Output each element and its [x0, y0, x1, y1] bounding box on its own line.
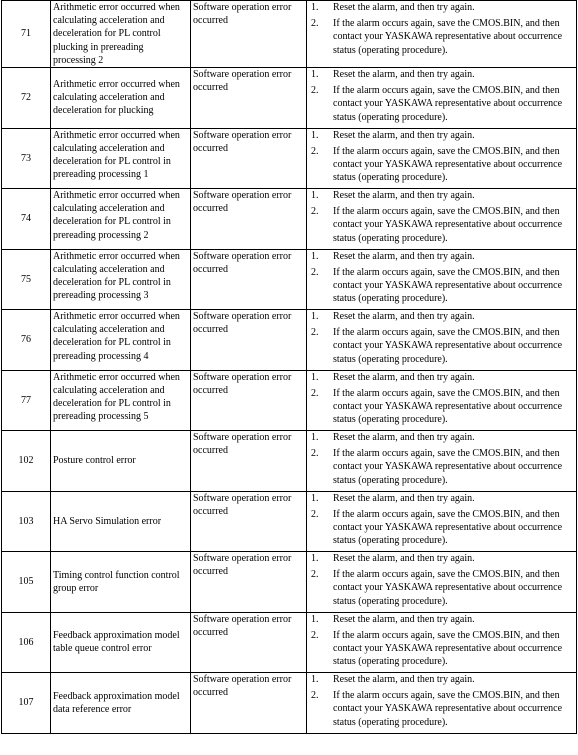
remedy-step-number: 2.: [311, 508, 319, 520]
remedy-step-number: 2.: [311, 569, 319, 581]
remedy-step-number: 1.: [311, 2, 319, 13]
alarm-detail: HA Servo Simulation error: [51, 491, 191, 552]
alarm-detail: Arithmetic error occurred when calculating acceleration and deceleration for PL control in prereading processing 1: [51, 128, 191, 189]
remedy-step-text: Reset the alarm, and then try again.: [333, 2, 475, 13]
alarm-remedy: [307, 552, 577, 613]
remedy-step: [311, 68, 574, 81]
remedy-step-number: 1.: [311, 371, 319, 383]
remedy-step-text: Reset the alarm, and then try again.: [333, 553, 475, 565]
remedy-step: [311, 673, 574, 686]
alarm-remedy: [307, 310, 577, 371]
remedy-step: [311, 17, 574, 57]
remedy-step: [311, 508, 574, 548]
alarm-cause: Software operation error occurred: [191, 68, 307, 129]
alarm-remedy: [307, 673, 577, 734]
remedy-step-text: If the alarm occurs again, save the CMOS.BIN, and then contact your YASKAWA representative about occurrence status (operating procedure).: [333, 18, 563, 56]
remedy-step-number: 2.: [311, 266, 319, 278]
remedy-step-number: 1.: [311, 674, 319, 686]
remedy-step: [311, 266, 574, 306]
alarm-table: [1, 0, 577, 734]
table-row: [2, 612, 577, 673]
alarm-number: 72: [2, 68, 51, 129]
remedy-step: [311, 310, 574, 323]
alarm-number: 73: [2, 128, 51, 189]
remedy-step-text: Reset the alarm, and then try again.: [333, 129, 475, 141]
alarm-number: 103: [2, 491, 51, 552]
alarm-remedy: [307, 249, 577, 310]
alarm-number: 106: [2, 612, 51, 673]
alarm-detail: Timing control function control group error: [51, 552, 191, 613]
remedy-step: [311, 189, 574, 202]
remedy-step-text: If the alarm occurs again, save the CMOS.BIN, and then contact your YASKAWA representative about occurrence status (operating procedure).: [333, 327, 563, 365]
alarm-cause: Software operation error occurred: [191, 612, 307, 673]
table-row: [2, 310, 577, 371]
remedy-step-number: 1.: [311, 250, 319, 262]
remedy-step: [311, 1, 574, 14]
remedy-step-number: 1.: [311, 311, 319, 323]
alarm-number: 71: [2, 1, 51, 68]
remedy-step-text: Reset the alarm, and then try again.: [333, 492, 475, 504]
alarm-cause: Software operation error occurred: [191, 552, 307, 613]
remedy-step-number: 2.: [311, 145, 319, 157]
remedy-step-number: 2.: [311, 387, 319, 399]
alarm-detail: Arithmetic error occurred when calculating acceleration and deceleration for PL control in prereading processing 4: [51, 310, 191, 371]
remedy-step: [311, 568, 574, 608]
remedy-step: [311, 145, 574, 185]
remedy-step-number: 2.: [311, 327, 319, 339]
remedy-step-text: Reset the alarm, and then try again.: [333, 613, 475, 625]
remedy-step-number: 2.: [311, 690, 319, 702]
remedy-step-text: Reset the alarm, and then try again.: [333, 190, 475, 202]
table-row: [2, 189, 577, 250]
alarm-detail: Arithmetic error occurred when calculating acceleration and deceleration for PL control plucking in prereading processing 2: [51, 1, 191, 68]
remedy-step-text: Reset the alarm, and then try again.: [333, 432, 475, 444]
remedy-step: [311, 387, 574, 427]
alarm-detail: Arithmetic error occurred when calculating acceleration and deceleration for PL control in prereading processing 3: [51, 249, 191, 310]
remedy-step: [311, 613, 574, 626]
remedy-step: [311, 129, 574, 142]
remedy-step-number: 2.: [311, 448, 319, 460]
remedy-step-text: If the alarm occurs again, save the CMOS.BIN, and then contact your YASKAWA representative about occurrence status (operating procedure).: [333, 145, 563, 184]
alarm-detail: Arithmetic error occurred when calculating acceleration and deceleration for PL control in prereading processing 2: [51, 189, 191, 250]
alarm-number: 107: [2, 673, 51, 734]
remedy-step: [311, 326, 574, 366]
remedy-step-text: Reset the alarm, and then try again.: [333, 311, 475, 323]
alarm-cause: Software operation error occurred: [191, 249, 307, 310]
alarm-cause: Software operation error occurred: [191, 431, 307, 492]
table-row: [2, 431, 577, 492]
remedy-step-text: If the alarm occurs again, save the CMOS.BIN, and then contact your YASKAWA representative about occurrence status (operating procedure).: [333, 690, 563, 728]
remedy-step-text: Reset the alarm, and then try again.: [333, 69, 475, 81]
alarm-remedy: [307, 612, 577, 673]
remedy-step: [311, 552, 574, 565]
alarm-remedy: [307, 68, 577, 129]
remedy-step-text: If the alarm occurs again, save the CMOS.BIN, and then contact your YASKAWA representative about occurrence status (operating procedure).: [333, 266, 563, 305]
alarm-remedy: [307, 431, 577, 492]
remedy-step-text: If the alarm occurs again, save the CMOS.BIN, and then contact your YASKAWA representative about occurrence status (operating procedure).: [333, 387, 563, 426]
table-row: [2, 68, 577, 129]
table-row: [2, 370, 577, 431]
remedy-step-text: If the alarm occurs again, save the CMOS.BIN, and then contact your YASKAWA representative about occurrence status (operating procedure).: [333, 629, 563, 668]
alarm-number: 102: [2, 431, 51, 492]
remedy-step-number: 1.: [311, 553, 319, 565]
alarm-remedy: [307, 491, 577, 552]
remedy-step-number: 2.: [311, 85, 319, 97]
remedy-step-text: If the alarm occurs again, save the CMOS.BIN, and then contact your YASKAWA representative about occurrence status (operating procedure).: [333, 448, 563, 486]
alarm-table-body: [2, 1, 577, 734]
remedy-step-text: Reset the alarm, and then try again.: [333, 371, 475, 383]
remedy-step: [311, 447, 574, 487]
alarm-detail: Arithmetic error occurred when calculating acceleration and deceleration for PL control in prereading processing 5: [51, 370, 191, 431]
remedy-step-number: 1.: [311, 190, 319, 202]
remedy-step-number: 1.: [311, 129, 319, 141]
remedy-step-number: 1.: [311, 492, 319, 504]
remedy-step-text: If the alarm occurs again, save the CMOS.BIN, and then contact your YASKAWA representative about occurrence status (operating procedure).: [333, 206, 563, 244]
remedy-step: [311, 629, 574, 669]
table-row: [2, 1, 577, 68]
alarm-remedy: [307, 189, 577, 250]
table-row: [2, 491, 577, 552]
remedy-step-number: 1.: [311, 613, 319, 625]
remedy-step-number: 2.: [311, 629, 319, 641]
remedy-step: [311, 492, 574, 505]
remedy-step: [311, 431, 574, 444]
alarm-number: 74: [2, 189, 51, 250]
table-row: [2, 249, 577, 310]
alarm-remedy: [307, 1, 577, 68]
alarm-cause: Software operation error occurred: [191, 128, 307, 189]
alarm-cause: Software operation error occurred: [191, 370, 307, 431]
alarm-cause: Software operation error occurred: [191, 1, 307, 68]
alarm-detail: Posture control error: [51, 431, 191, 492]
remedy-step: [311, 689, 574, 729]
remedy-step: [311, 250, 574, 263]
remedy-step-number: 2.: [311, 206, 319, 218]
table-row: [2, 673, 577, 734]
remedy-step: [311, 371, 574, 384]
table-row: [2, 128, 577, 189]
remedy-step-number: 1.: [311, 69, 319, 81]
table-row: [2, 552, 577, 613]
alarm-remedy: [307, 370, 577, 431]
remedy-step-text: Reset the alarm, and then try again.: [333, 674, 475, 686]
alarm-cause: Software operation error occurred: [191, 673, 307, 734]
alarm-number: 76: [2, 310, 51, 371]
remedy-step-text: Reset the alarm, and then try again.: [333, 250, 475, 262]
alarm-detail: Feedback approximation model table queue control error: [51, 612, 191, 673]
remedy-step-text: If the alarm occurs again, save the CMOS.BIN, and then contact your YASKAWA representative about occurrence status (operating procedure).: [333, 508, 563, 547]
alarm-detail: Feedback approximation model data reference error: [51, 673, 191, 734]
remedy-step-text: If the alarm occurs again, save the CMOS.BIN, and then contact your YASKAWA representative about occurrence status (operating procedure).: [333, 85, 563, 123]
alarm-number: 105: [2, 552, 51, 613]
alarm-number: 75: [2, 249, 51, 310]
remedy-step-text: If the alarm occurs again, save the CMOS.BIN, and then contact your YASKAWA representative about occurrence status (operating procedure).: [333, 569, 563, 607]
alarm-cause: Software operation error occurred: [191, 491, 307, 552]
alarm-detail: Arithmetic error occurred when calculating acceleration and deceleration for plucking: [51, 68, 191, 129]
alarm-cause: Software operation error occurred: [191, 310, 307, 371]
remedy-step-number: 1.: [311, 432, 319, 444]
remedy-step: [311, 205, 574, 245]
alarm-number: 77: [2, 370, 51, 431]
alarm-remedy: [307, 128, 577, 189]
alarm-cause: Software operation error occurred: [191, 189, 307, 250]
remedy-step: [311, 84, 574, 124]
remedy-step-number: 2.: [311, 18, 319, 30]
